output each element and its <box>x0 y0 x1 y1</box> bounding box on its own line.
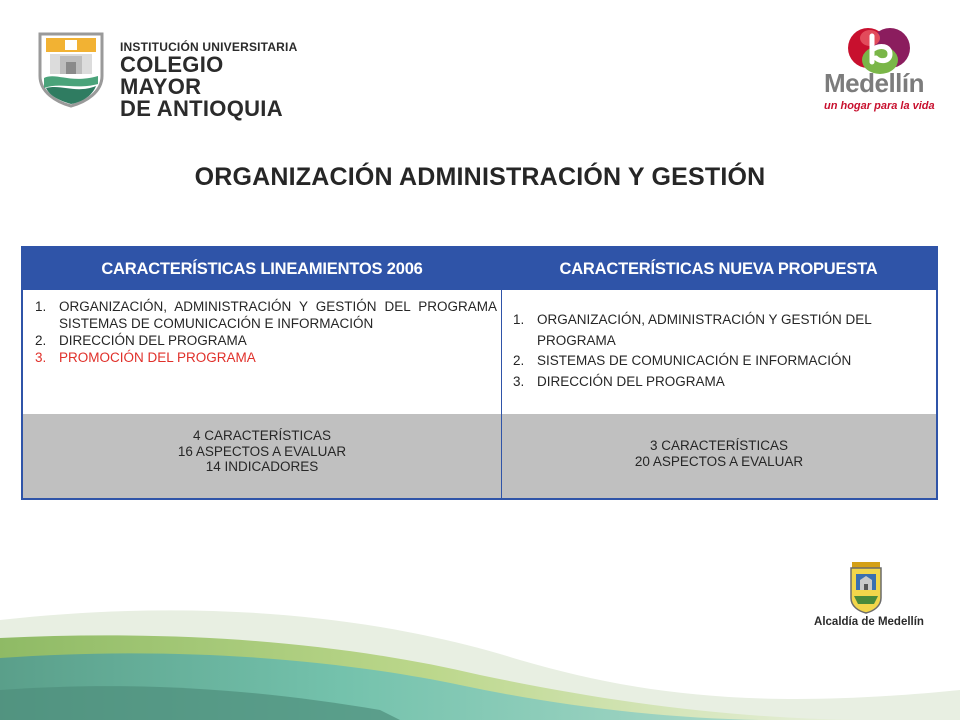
list-item-text: ORGANIZACIÓN, ADMINISTRACIÓN Y GESTIÓN DEL PROGRAMA <box>537 312 872 348</box>
alcaldia-label: Alcaldía de Medellín <box>814 616 924 628</box>
institution-line2: COLEGIO MAYOR <box>120 52 224 99</box>
summary-line: 20 ASPECTOS A EVALUAR <box>634 453 804 469</box>
institution-line3: DE ANTIOQUIA <box>120 96 283 121</box>
summary-line: 3 CARACTERÍSTICAS <box>649 438 789 453</box>
medellin-logo <box>820 24 940 114</box>
list-item: 3. DIRECCIÓN DEL PROGRAMA <box>513 373 725 389</box>
column-divider <box>501 290 502 414</box>
left-characteristics-list <box>35 298 497 366</box>
table-header-row <box>23 248 936 290</box>
header-nueva-propuesta: CARACTERÍSTICAS NUEVA PROPUESTA <box>559 260 878 278</box>
summary-line: 4 CARACTERÍSTICAS <box>192 428 332 443</box>
coat-of-arms-icon <box>848 560 884 614</box>
medellin-tagline: un hogar para la vida <box>824 100 935 112</box>
summary-line: 14 INDICADORES <box>205 459 319 474</box>
comparison-table <box>21 246 938 500</box>
left-summary <box>23 428 501 475</box>
alcaldia-logo <box>804 560 934 634</box>
list-item-text: ORGANIZACIÓN, ADMINISTRACIÓN Y GESTIÓN DEL PROGRAMA SISTEMAS DE COMUNICACIÓN E INFORMACIÓN <box>59 299 497 331</box>
list-item-text: DIRECCIÓN DEL PROGRAMA <box>537 373 725 389</box>
list-item: 1. ORGANIZACIÓN, ADMINISTRACIÓN Y GESTIÓN DEL PROGRAMA <box>513 312 872 348</box>
table-row-summary <box>23 414 936 498</box>
list-item: 2. SISTEMAS DE COMUNICACIÓN E INFORMACIÓN <box>513 353 852 368</box>
list-item-text: DIRECCIÓN DEL PROGRAMA <box>59 333 247 348</box>
list-item-text: PROMOCIÓN DEL PROGRAMA <box>59 350 256 365</box>
summary-line: 16 ASPECTOS A EVALUAR <box>177 443 347 459</box>
right-characteristics-list <box>513 310 933 392</box>
institution-logo <box>36 28 306 121</box>
medellin-wordmark: Medellín <box>824 68 925 98</box>
institution-line1: INSTITUCIÓN UNIVERSITARIA <box>120 40 298 54</box>
shield-icon <box>36 28 106 108</box>
right-summary <box>502 438 936 469</box>
list-item: 1. ORGANIZACIÓN, ADMINISTRACIÓN Y GESTIÓN DEL PROGRAMA SISTEMAS DE COMUNICACIÓN E INFORMACIÓN <box>35 299 497 331</box>
table-row-items <box>23 290 936 414</box>
header-lineamientos-2006: CARACTERÍSTICAS LINEAMIENTOS 2006 <box>101 260 423 278</box>
list-item-highlighted: 3. PROMOCIÓN DEL PROGRAMA <box>35 350 256 365</box>
list-item: 2. DIRECCIÓN DEL PROGRAMA <box>35 333 247 348</box>
slide-title: ORGANIZACIÓN ADMINISTRACIÓN Y GESTIÓN <box>194 163 766 191</box>
list-item-text: SISTEMAS DE COMUNICACIÓN E INFORMACIÓN <box>537 353 852 368</box>
